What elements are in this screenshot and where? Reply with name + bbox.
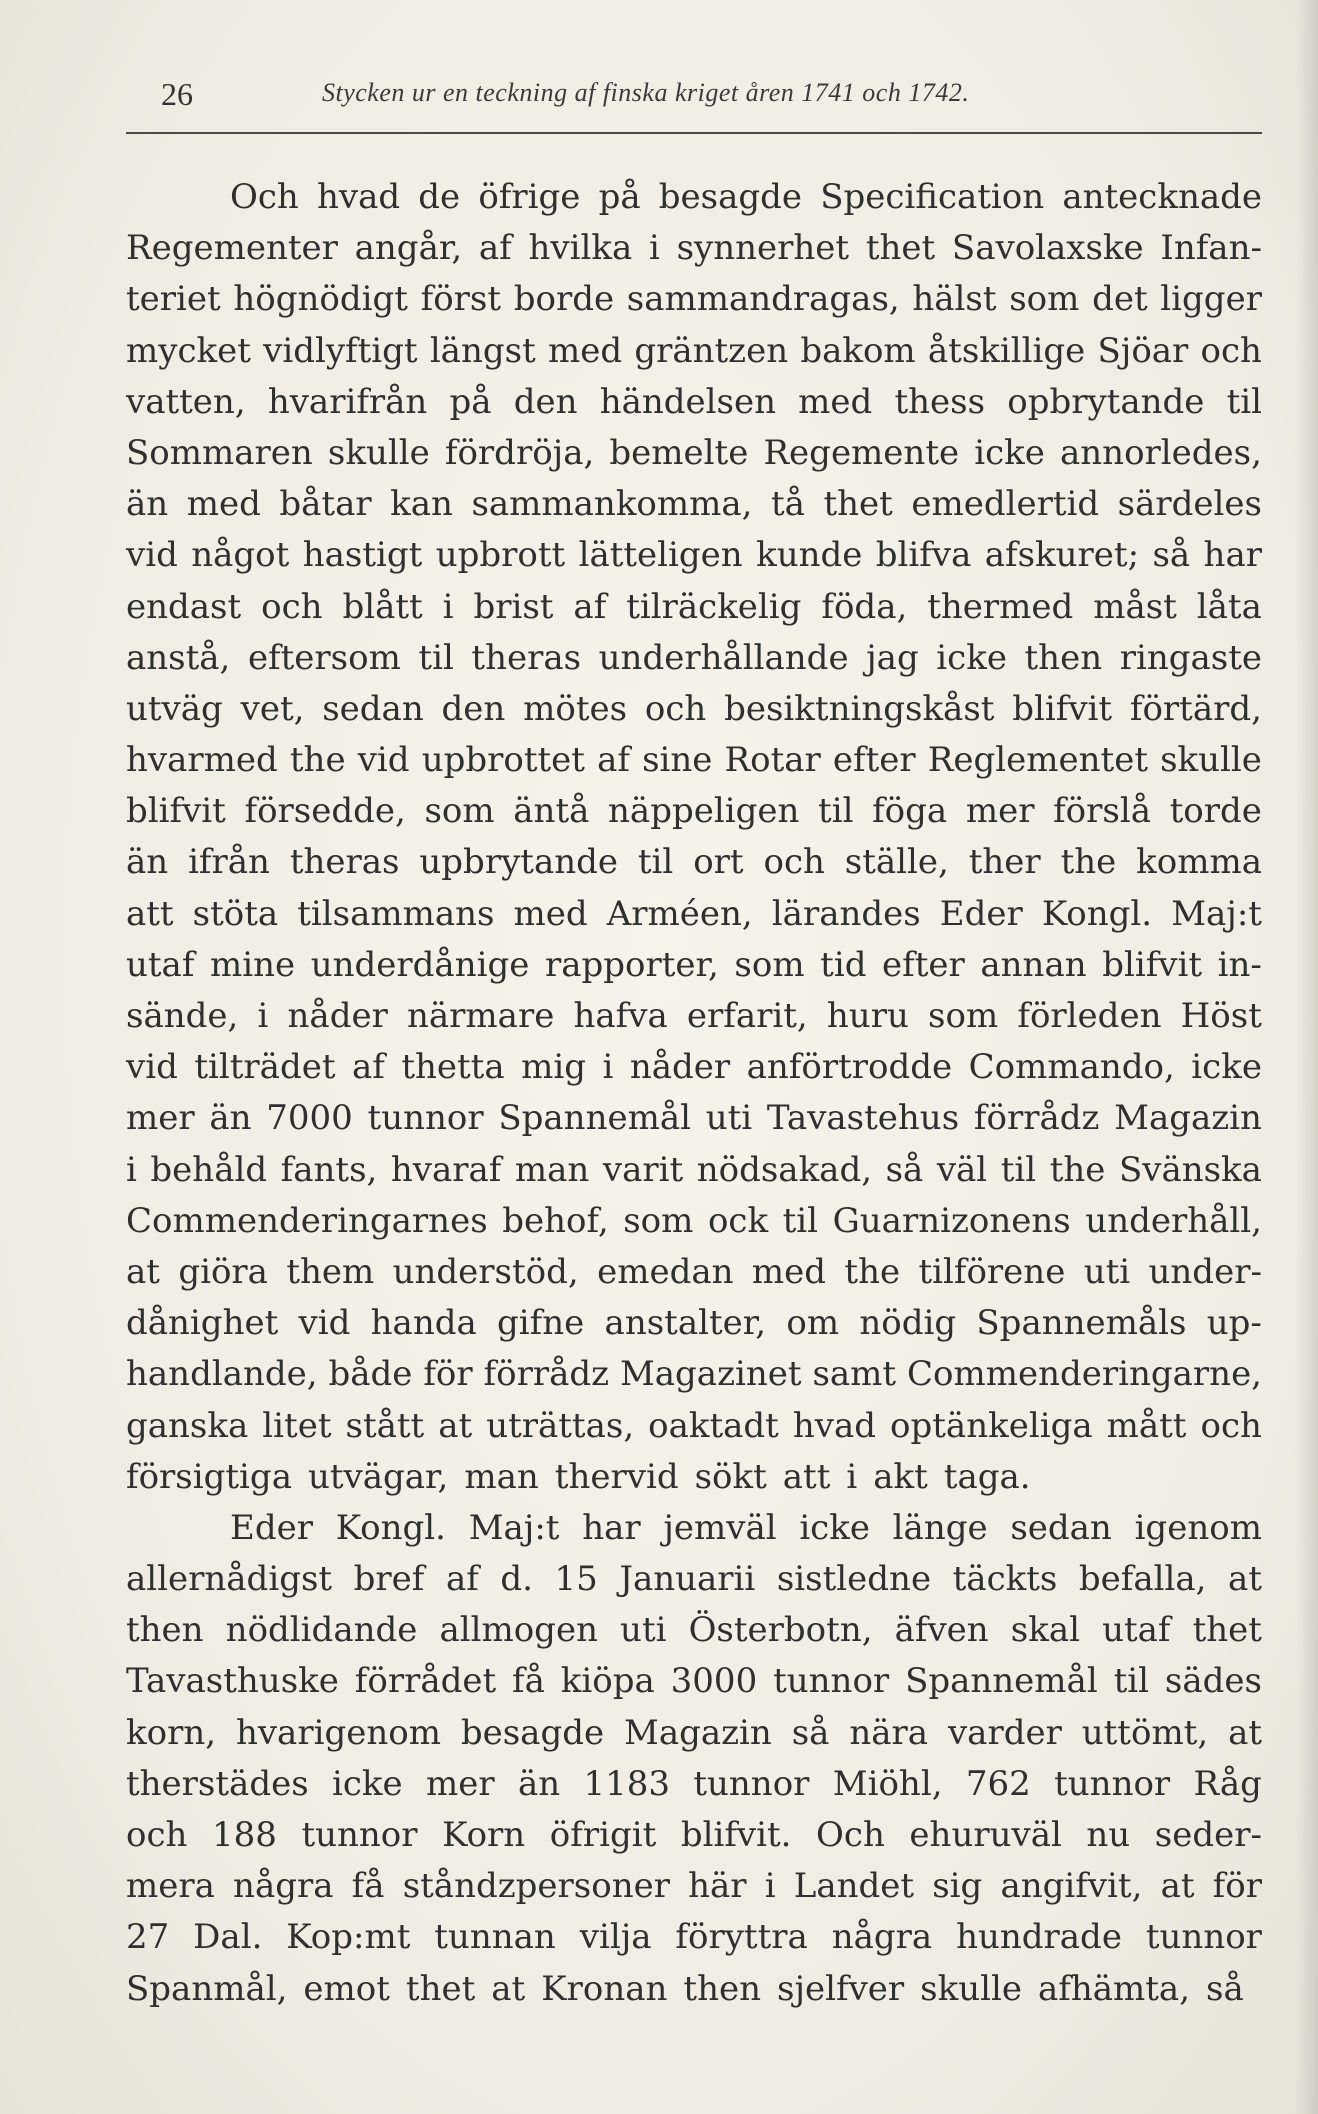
text-line: än med båtar kan sammankomma, tå thet emedlertid särdeles: [126, 484, 1262, 525]
text-line: ganska litet stått at uträttas, oaktadt hvad optänkeliga mått och: [126, 1405, 1262, 1446]
text-line: dånighet vid handa gifne anstalter, om nödig Spannemåls up-: [126, 1303, 1262, 1344]
text-line: blifvit försedde, som äntå näppeligen til föga mer förslå torde: [126, 791, 1262, 832]
page-header: [126, 70, 1263, 120]
text-line: sände, i nåder närmare hafva erfarit, huru som förleden Höst: [126, 996, 1262, 1036]
text-line: Eder Kongl. Maj:t har jemväl icke länge sedan igenom: [230, 1507, 1262, 1548]
text-line: och 188 tunnor Korn öfrigit blifvit. Och ehuruväl nu seder-: [126, 1815, 1262, 1855]
text-line: Sommaren skulle fördröja, bemelte Regemente icke annorledes,: [126, 432, 1262, 473]
text-line: Och hvad de öfrige på besagde Specification antecknade: [230, 177, 1262, 217]
text-line: försigtiga utvägar, man thervid sökt att i akt taga.: [126, 1456, 1031, 1497]
text-line: korn, hvarigenom besagde Magazin så nära varder uttömt, at: [126, 1712, 1262, 1753]
text-line: att stöta tilsammans med Arméen, lärandes Eder Kongl. Maj:t: [126, 893, 1262, 934]
text-line: 27 Dal. Kop:mt tunnan vilja föryttra några hundrade tunnor: [126, 1917, 1262, 1958]
body-text: [126, 172, 1262, 2015]
text-line: at giöra them understöd, emedan med the tilförene uti under-: [126, 1251, 1262, 1292]
text-line: Tavasthuske förrådet få kiöpa 3000 tunnor Spannemål til sädes: [126, 1661, 1262, 1702]
text-line: endast och blått i brist af tilräckelig föda, thermed måst låta: [126, 586, 1262, 627]
text-line: Commenderingarnes behof, som ock til Guarnizonens underhåll,: [126, 1200, 1262, 1241]
page-edge-shadow: [1296, 0, 1318, 2114]
paragraph: [126, 1503, 1262, 2015]
text-line: mera några få ståndzpersoner här i Landet sig angifvit, at för: [126, 1866, 1262, 1907]
text-line: then nödlidande allmogen uti Österbotn, äfven skal utaf thet: [126, 1610, 1262, 1651]
text-line: mycket vidlyftigt längst med gräntzen bakom åtskillige Sjöar och: [126, 330, 1262, 371]
text-line: therstädes icke mer än 1183 tunnor Miöhl, 762 tunnor Råg: [126, 1763, 1262, 1804]
text-line: Spanmål, emot thet at Kronan then sjelfver skulle afhämta, så: [126, 1968, 1244, 2009]
text-line: vatten, hvarifrån på den händelsen med thess opbrytande til: [126, 381, 1262, 422]
text-line: Regementer angår, af hvilka i synnerhet thet Savolaxske Infan-: [126, 228, 1262, 269]
text-line: än ifrån theras upbrytande til ort och ställe, ther the komma: [126, 842, 1262, 883]
text-line: vid tilträdet af thetta mig i nåder anförtrodde Commando, icke: [126, 1047, 1262, 1088]
text-line: allernådigst bref af d. 15 Januarii sistledne täckts befalla, at: [126, 1559, 1262, 1600]
text-line: vid något hastigt upbrott lätteligen kunde blifva afskuret; så har: [126, 535, 1262, 576]
text-line: anstå, eftersom til theras underhållande jag icke then ringaste: [126, 637, 1262, 678]
running-title: Stycken ur en teckning af finska kriget åren 1741 och 1742.: [322, 78, 970, 107]
text-line: utaf mine underdånige rapporter, som tid efter annan blifvit in-: [126, 944, 1262, 985]
paragraph: [126, 172, 1262, 1503]
page-number: 26: [161, 76, 193, 112]
text-line: i behåld fants, hvaraf man varit nödsakad, så väl til the Svänska: [126, 1149, 1262, 1190]
text-line: hvarmed the vid upbrottet af sine Rotar efter Reglementet skulle: [126, 740, 1262, 781]
text-line: utväg vet, sedan den mötes och besiktningskåst blifvit förtärd,: [126, 688, 1262, 729]
header-rule: [126, 132, 1262, 134]
text-line: mer än 7000 tunnor Spannemål uti Tavastehus förrådz Magazin: [126, 1098, 1262, 1139]
text-line: teriet högnödigt först borde sammandragas, hälst som det ligger: [126, 279, 1262, 320]
text-line: handlande, både för förrådz Magazinet samt Commenderingarne,: [126, 1354, 1262, 1395]
